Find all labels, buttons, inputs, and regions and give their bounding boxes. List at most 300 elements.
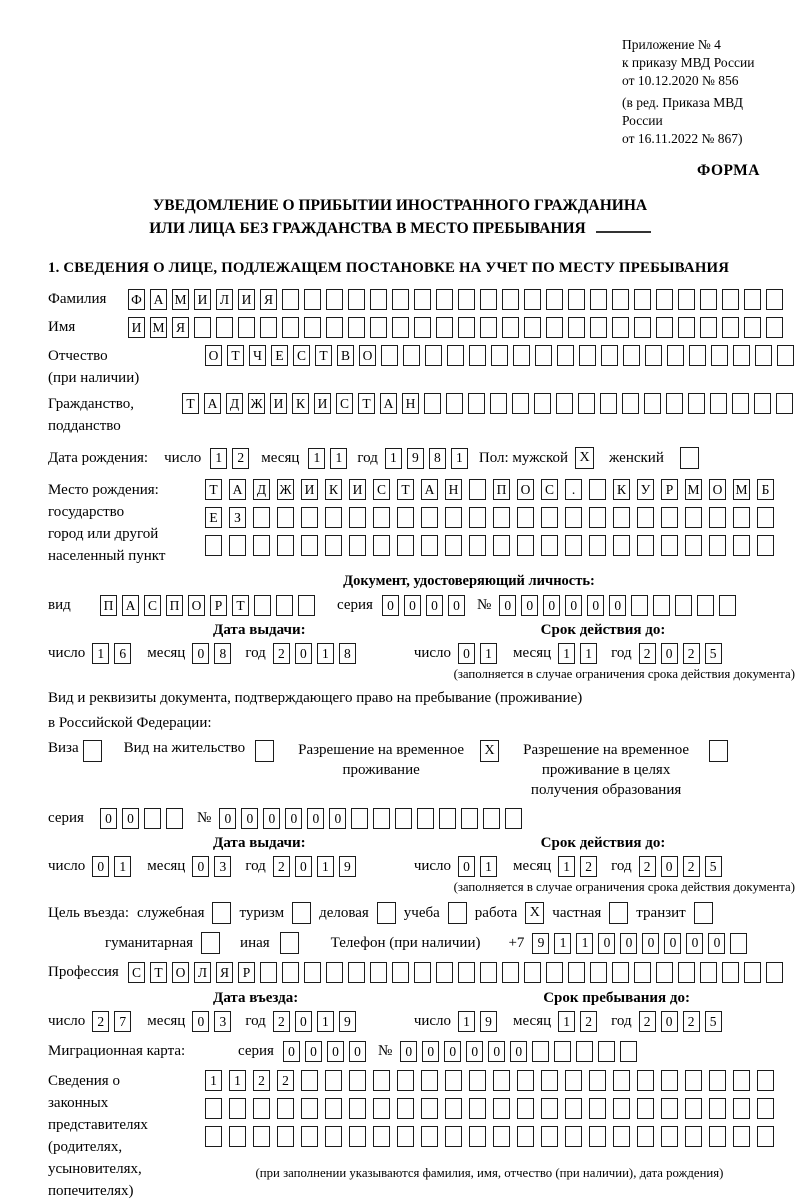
char-box[interactable] <box>541 1098 558 1119</box>
char-box[interactable] <box>502 317 519 338</box>
char-box[interactable]: К <box>613 479 630 500</box>
char-box[interactable]: 1 <box>480 856 497 877</box>
char-box[interactable] <box>700 317 717 338</box>
char-box[interactable]: 0 <box>404 595 421 616</box>
char-box[interactable] <box>301 535 318 556</box>
char-box[interactable] <box>349 1098 366 1119</box>
char-box[interactable] <box>661 535 678 556</box>
char-box[interactable] <box>541 507 558 528</box>
char-box[interactable] <box>589 535 606 556</box>
char-box[interactable] <box>392 962 409 983</box>
char-box[interactable] <box>373 1098 390 1119</box>
char-box[interactable] <box>722 289 739 310</box>
char-box[interactable] <box>480 962 497 983</box>
char-box[interactable] <box>480 317 497 338</box>
char-box[interactable] <box>469 1070 486 1091</box>
char-box[interactable] <box>301 1098 318 1119</box>
char-box[interactable]: Л <box>216 289 233 310</box>
char-box[interactable] <box>685 1070 702 1091</box>
purpose-humanitarian-checkbox[interactable] <box>201 932 220 954</box>
char-box[interactable] <box>709 535 726 556</box>
char-box[interactable]: Я <box>260 289 277 310</box>
char-box[interactable] <box>253 535 270 556</box>
char-box[interactable]: Е <box>205 507 222 528</box>
char-box[interactable]: П <box>166 595 183 616</box>
char-box[interactable] <box>666 393 683 414</box>
char-box[interactable] <box>373 507 390 528</box>
char-box[interactable] <box>565 507 582 528</box>
char-box[interactable] <box>397 1098 414 1119</box>
char-box[interactable] <box>414 289 431 310</box>
char-box[interactable] <box>216 317 233 338</box>
char-box[interactable]: 7 <box>114 1011 131 1032</box>
char-box[interactable] <box>554 1041 571 1062</box>
char-box[interactable] <box>373 1126 390 1147</box>
char-box[interactable] <box>700 962 717 983</box>
char-box[interactable] <box>421 535 438 556</box>
char-box[interactable]: С <box>293 345 310 366</box>
char-box[interactable] <box>534 393 551 414</box>
visa-checkbox[interactable] <box>83 740 102 762</box>
purpose-tourism-checkbox[interactable] <box>292 902 311 924</box>
char-box[interactable]: Ж <box>248 393 265 414</box>
char-box[interactable] <box>744 289 761 310</box>
char-box[interactable] <box>469 507 486 528</box>
char-box[interactable]: 0 <box>327 1041 344 1062</box>
char-box[interactable]: 2 <box>92 1011 109 1032</box>
char-box[interactable]: О <box>188 595 205 616</box>
char-box[interactable]: 0 <box>426 595 443 616</box>
char-box[interactable]: 1 <box>451 448 468 469</box>
char-box[interactable] <box>205 535 222 556</box>
char-box[interactable]: 0 <box>444 1041 461 1062</box>
char-box[interactable]: И <box>238 289 255 310</box>
char-box[interactable]: М <box>150 317 167 338</box>
char-box[interactable] <box>568 962 585 983</box>
char-box[interactable] <box>622 393 639 414</box>
char-box[interactable]: Н <box>402 393 419 414</box>
char-box[interactable] <box>304 317 321 338</box>
char-box[interactable] <box>733 1070 750 1091</box>
char-box[interactable] <box>541 1070 558 1091</box>
char-box[interactable] <box>490 393 507 414</box>
char-box[interactable] <box>229 1126 246 1147</box>
char-box[interactable] <box>325 507 342 528</box>
char-box[interactable] <box>461 808 478 829</box>
char-box[interactable] <box>326 317 343 338</box>
char-box[interactable] <box>205 1098 222 1119</box>
char-box[interactable] <box>348 289 365 310</box>
char-box[interactable]: 1 <box>317 1011 334 1032</box>
char-box[interactable] <box>282 962 299 983</box>
char-box[interactable] <box>661 1126 678 1147</box>
char-box[interactable] <box>458 289 475 310</box>
char-box[interactable]: 0 <box>598 933 615 954</box>
char-box[interactable]: 3 <box>214 856 231 877</box>
char-box[interactable] <box>613 1098 630 1119</box>
char-box[interactable] <box>469 1098 486 1119</box>
char-box[interactable]: Р <box>238 962 255 983</box>
char-box[interactable] <box>590 289 607 310</box>
char-box[interactable] <box>436 289 453 310</box>
char-box[interactable] <box>541 1126 558 1147</box>
char-box[interactable] <box>565 535 582 556</box>
char-box[interactable] <box>598 1041 615 1062</box>
char-box[interactable] <box>613 535 630 556</box>
char-box[interactable] <box>678 962 695 983</box>
purpose-business-checkbox[interactable] <box>377 902 396 924</box>
char-box[interactable] <box>776 393 793 414</box>
char-box[interactable]: Т <box>205 479 222 500</box>
char-box[interactable] <box>517 1070 534 1091</box>
char-box[interactable]: О <box>517 479 534 500</box>
char-box[interactable]: 0 <box>263 808 280 829</box>
char-box[interactable] <box>348 962 365 983</box>
char-box[interactable] <box>260 962 277 983</box>
char-box[interactable] <box>370 289 387 310</box>
char-box[interactable]: Т <box>227 345 244 366</box>
purpose-other-checkbox[interactable] <box>280 932 299 954</box>
char-box[interactable] <box>685 1098 702 1119</box>
char-box[interactable]: М <box>685 479 702 500</box>
char-box[interactable] <box>524 317 541 338</box>
char-box[interactable] <box>711 345 728 366</box>
char-box[interactable] <box>744 962 761 983</box>
char-box[interactable] <box>766 289 783 310</box>
char-box[interactable] <box>754 393 771 414</box>
char-box[interactable]: 5 <box>705 643 722 664</box>
temp-residence-checkbox[interactable]: X <box>480 740 499 762</box>
char-box[interactable]: Т <box>397 479 414 500</box>
char-box[interactable] <box>326 289 343 310</box>
char-box[interactable]: 1 <box>229 1070 246 1091</box>
male-checkbox[interactable]: X <box>575 447 594 469</box>
char-box[interactable] <box>480 289 497 310</box>
char-box[interactable]: 0 <box>661 856 678 877</box>
char-box[interactable] <box>445 507 462 528</box>
char-box[interactable] <box>634 289 651 310</box>
char-box[interactable] <box>556 393 573 414</box>
char-box[interactable] <box>325 1098 342 1119</box>
char-box[interactable] <box>205 1126 222 1147</box>
char-box[interactable]: Т <box>232 595 249 616</box>
char-box[interactable] <box>601 345 618 366</box>
char-box[interactable] <box>755 345 772 366</box>
char-box[interactable]: 0 <box>329 808 346 829</box>
char-box[interactable]: 0 <box>295 643 312 664</box>
char-box[interactable] <box>325 1126 342 1147</box>
char-box[interactable] <box>397 1126 414 1147</box>
char-box[interactable]: 0 <box>422 1041 439 1062</box>
char-box[interactable] <box>524 962 541 983</box>
char-box[interactable] <box>546 317 563 338</box>
char-box[interactable]: . <box>565 479 582 500</box>
char-box[interactable]: О <box>359 345 376 366</box>
char-box[interactable] <box>493 1098 510 1119</box>
char-box[interactable]: 1 <box>554 933 571 954</box>
char-box[interactable] <box>304 962 321 983</box>
purpose-official-checkbox[interactable] <box>212 902 231 924</box>
char-box[interactable]: У <box>637 479 654 500</box>
char-box[interactable]: Т <box>358 393 375 414</box>
char-box[interactable]: П <box>493 479 510 500</box>
char-box[interactable]: 1 <box>92 643 109 664</box>
char-box[interactable]: 0 <box>661 1011 678 1032</box>
char-box[interactable]: 2 <box>273 1011 290 1032</box>
char-box[interactable]: О <box>709 479 726 500</box>
char-box[interactable]: 1 <box>308 448 325 469</box>
char-box[interactable]: А <box>380 393 397 414</box>
char-box[interactable] <box>661 507 678 528</box>
char-box[interactable] <box>757 1098 774 1119</box>
char-box[interactable]: 3 <box>214 1011 231 1032</box>
char-box[interactable]: 0 <box>708 933 725 954</box>
char-box[interactable] <box>469 535 486 556</box>
char-box[interactable] <box>512 393 529 414</box>
char-box[interactable]: 0 <box>219 808 236 829</box>
char-box[interactable] <box>397 535 414 556</box>
char-box[interactable] <box>424 393 441 414</box>
char-box[interactable] <box>277 535 294 556</box>
char-box[interactable] <box>656 962 673 983</box>
char-box[interactable] <box>301 507 318 528</box>
char-box[interactable]: 0 <box>664 933 681 954</box>
char-box[interactable] <box>645 345 662 366</box>
char-box[interactable]: 2 <box>580 856 597 877</box>
char-box[interactable] <box>744 317 761 338</box>
char-box[interactable]: 0 <box>510 1041 527 1062</box>
char-box[interactable] <box>631 595 648 616</box>
char-box[interactable] <box>623 345 640 366</box>
char-box[interactable]: М <box>733 479 750 500</box>
char-box[interactable] <box>576 1041 593 1062</box>
char-box[interactable] <box>421 1098 438 1119</box>
char-box[interactable]: Я <box>172 317 189 338</box>
purpose-study-checkbox[interactable] <box>448 902 467 924</box>
char-box[interactable]: 0 <box>122 808 139 829</box>
char-box[interactable]: 1 <box>114 856 131 877</box>
char-box[interactable] <box>637 1070 654 1091</box>
char-box[interactable]: 2 <box>273 856 290 877</box>
char-box[interactable]: 0 <box>686 933 703 954</box>
char-box[interactable]: Б <box>757 479 774 500</box>
char-box[interactable] <box>493 1070 510 1091</box>
char-box[interactable] <box>733 1098 750 1119</box>
char-box[interactable] <box>600 393 617 414</box>
char-box[interactable] <box>709 1070 726 1091</box>
char-box[interactable] <box>349 1070 366 1091</box>
char-box[interactable] <box>613 1126 630 1147</box>
char-box[interactable] <box>661 1070 678 1091</box>
char-box[interactable] <box>766 962 783 983</box>
char-box[interactable] <box>370 317 387 338</box>
char-box[interactable] <box>351 808 368 829</box>
char-box[interactable] <box>757 1070 774 1091</box>
char-box[interactable] <box>502 962 519 983</box>
char-box[interactable]: К <box>292 393 309 414</box>
char-box[interactable]: 0 <box>488 1041 505 1062</box>
purpose-transit-checkbox[interactable] <box>694 902 713 924</box>
char-box[interactable]: А <box>150 289 167 310</box>
char-box[interactable]: 0 <box>241 808 258 829</box>
char-box[interactable] <box>421 507 438 528</box>
char-box[interactable] <box>612 289 629 310</box>
char-box[interactable]: Ф <box>128 289 145 310</box>
char-box[interactable] <box>634 962 651 983</box>
char-box[interactable] <box>689 345 706 366</box>
char-box[interactable] <box>260 317 277 338</box>
char-box[interactable] <box>445 1126 462 1147</box>
char-box[interactable] <box>414 317 431 338</box>
char-box[interactable] <box>253 507 270 528</box>
char-box[interactable]: О <box>205 345 222 366</box>
char-box[interactable]: 0 <box>307 808 324 829</box>
char-box[interactable] <box>517 535 534 556</box>
char-box[interactable] <box>417 808 434 829</box>
char-box[interactable] <box>733 507 750 528</box>
char-box[interactable] <box>421 1070 438 1091</box>
char-box[interactable]: Р <box>661 479 678 500</box>
char-box[interactable]: Д <box>226 393 243 414</box>
char-box[interactable]: С <box>373 479 390 500</box>
char-box[interactable] <box>637 535 654 556</box>
char-box[interactable] <box>403 345 420 366</box>
char-box[interactable] <box>653 595 670 616</box>
char-box[interactable] <box>349 535 366 556</box>
char-box[interactable]: 1 <box>330 448 347 469</box>
char-box[interactable] <box>719 595 736 616</box>
char-box[interactable] <box>370 962 387 983</box>
char-box[interactable] <box>590 962 607 983</box>
char-box[interactable]: 1 <box>580 643 597 664</box>
char-box[interactable]: 1 <box>317 643 334 664</box>
char-box[interactable] <box>565 1070 582 1091</box>
char-box[interactable]: 1 <box>210 448 227 469</box>
char-box[interactable] <box>757 1126 774 1147</box>
char-box[interactable]: 1 <box>385 448 402 469</box>
char-box[interactable] <box>733 345 750 366</box>
char-box[interactable]: 0 <box>543 595 560 616</box>
char-box[interactable]: 2 <box>273 643 290 664</box>
char-box[interactable]: 1 <box>480 643 497 664</box>
char-box[interactable]: Е <box>271 345 288 366</box>
char-box[interactable] <box>325 535 342 556</box>
char-box[interactable] <box>349 1126 366 1147</box>
char-box[interactable]: 0 <box>521 595 538 616</box>
char-box[interactable] <box>436 962 453 983</box>
char-box[interactable] <box>166 808 183 829</box>
char-box[interactable]: Т <box>150 962 167 983</box>
char-box[interactable] <box>445 535 462 556</box>
char-box[interactable] <box>589 507 606 528</box>
char-box[interactable]: Л <box>194 962 211 983</box>
char-box[interactable]: 0 <box>609 595 626 616</box>
char-box[interactable] <box>144 808 161 829</box>
char-box[interactable]: 1 <box>558 643 575 664</box>
char-box[interactable]: 0 <box>192 856 209 877</box>
char-box[interactable] <box>565 1126 582 1147</box>
char-box[interactable] <box>392 289 409 310</box>
purpose-private-checkbox[interactable] <box>609 902 628 924</box>
char-box[interactable]: 0 <box>458 643 475 664</box>
char-box[interactable] <box>644 393 661 414</box>
char-box[interactable]: 2 <box>683 1011 700 1032</box>
char-box[interactable] <box>685 1126 702 1147</box>
char-box[interactable]: 0 <box>400 1041 417 1062</box>
char-box[interactable] <box>722 317 739 338</box>
char-box[interactable]: 2 <box>639 856 656 877</box>
char-box[interactable]: 2 <box>683 856 700 877</box>
char-box[interactable] <box>445 1070 462 1091</box>
char-box[interactable] <box>568 289 585 310</box>
char-box[interactable]: 8 <box>429 448 446 469</box>
char-box[interactable]: 1 <box>558 1011 575 1032</box>
char-box[interactable]: А <box>122 595 139 616</box>
char-box[interactable]: 5 <box>705 1011 722 1032</box>
char-box[interactable]: 0 <box>458 856 475 877</box>
char-box[interactable] <box>373 808 390 829</box>
purpose-work-checkbox[interactable]: X <box>525 902 544 924</box>
char-box[interactable]: В <box>337 345 354 366</box>
char-box[interactable] <box>194 317 211 338</box>
char-box[interactable] <box>777 345 794 366</box>
char-box[interactable] <box>493 507 510 528</box>
char-box[interactable] <box>700 289 717 310</box>
char-box[interactable] <box>373 535 390 556</box>
char-box[interactable]: 5 <box>705 856 722 877</box>
char-box[interactable] <box>326 962 343 983</box>
char-box[interactable]: А <box>421 479 438 500</box>
char-box[interactable]: А <box>229 479 246 500</box>
char-box[interactable] <box>709 1098 726 1119</box>
char-box[interactable] <box>421 1126 438 1147</box>
char-box[interactable] <box>282 317 299 338</box>
char-box[interactable] <box>524 289 541 310</box>
char-box[interactable]: 0 <box>349 1041 366 1062</box>
char-box[interactable] <box>298 595 315 616</box>
char-box[interactable]: 1 <box>558 856 575 877</box>
char-box[interactable] <box>733 535 750 556</box>
char-box[interactable] <box>469 345 486 366</box>
char-box[interactable] <box>532 1041 549 1062</box>
char-box[interactable] <box>469 1126 486 1147</box>
char-box[interactable]: К <box>325 479 342 500</box>
char-box[interactable] <box>469 479 486 500</box>
char-box[interactable]: И <box>270 393 287 414</box>
char-box[interactable]: 0 <box>382 595 399 616</box>
char-box[interactable]: Я <box>216 962 233 983</box>
char-box[interactable] <box>675 595 692 616</box>
char-box[interactable]: 1 <box>458 1011 475 1032</box>
char-box[interactable] <box>277 1098 294 1119</box>
char-box[interactable] <box>397 1070 414 1091</box>
char-box[interactable]: 6 <box>114 643 131 664</box>
char-box[interactable] <box>730 933 747 954</box>
char-box[interactable] <box>579 345 596 366</box>
char-box[interactable]: 0 <box>295 1011 312 1032</box>
char-box[interactable]: 0 <box>295 856 312 877</box>
char-box[interactable] <box>688 393 705 414</box>
char-box[interactable] <box>373 1070 390 1091</box>
char-box[interactable] <box>565 1098 582 1119</box>
char-box[interactable] <box>517 1098 534 1119</box>
char-box[interactable] <box>757 535 774 556</box>
char-box[interactable] <box>546 962 563 983</box>
char-box[interactable]: С <box>128 962 145 983</box>
char-box[interactable] <box>535 345 552 366</box>
char-box[interactable]: И <box>194 289 211 310</box>
char-box[interactable]: 9 <box>339 1011 356 1032</box>
